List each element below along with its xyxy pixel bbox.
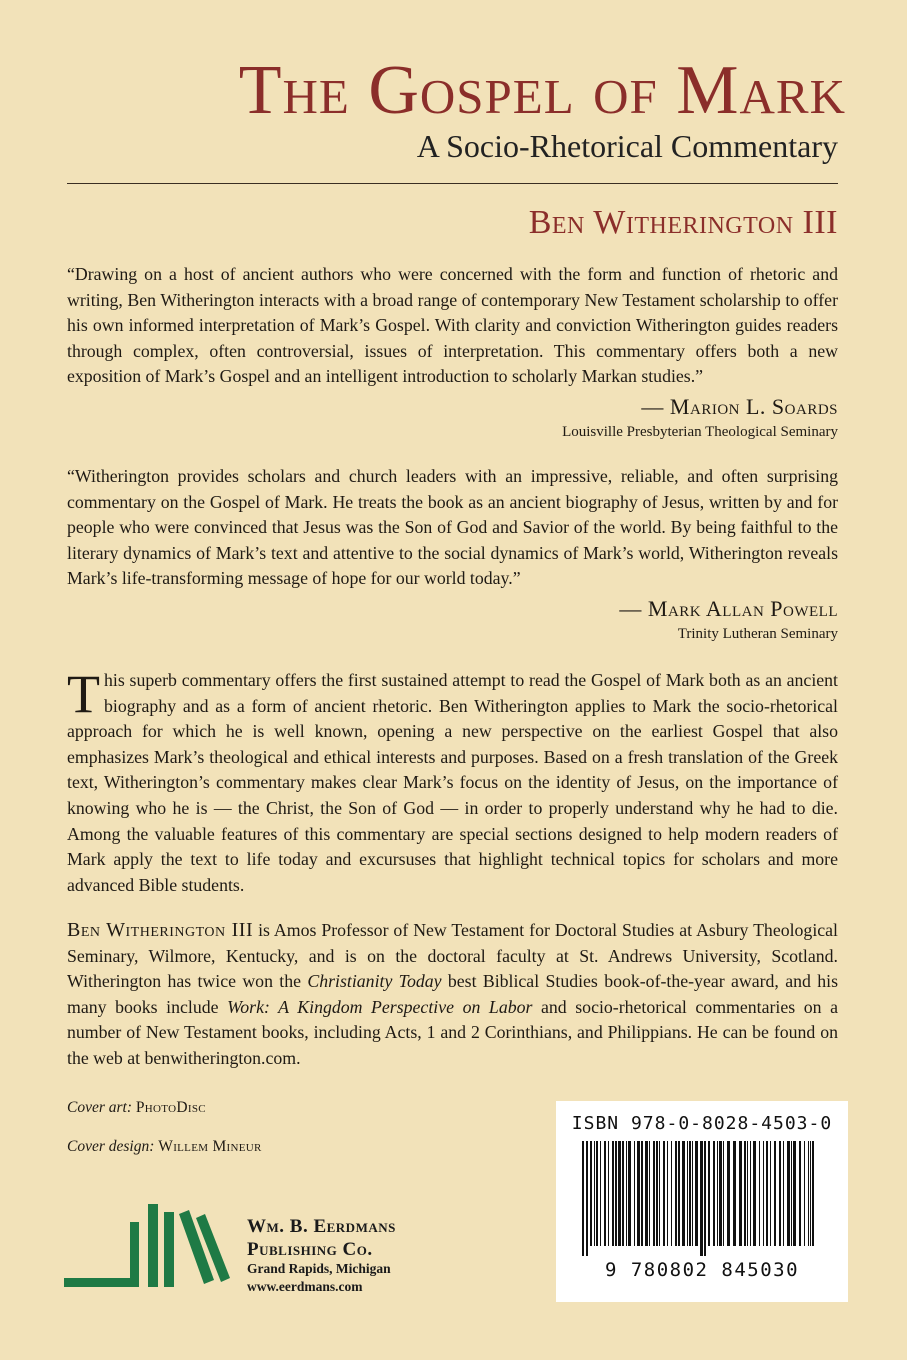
book-author: Ben Witherington III (528, 204, 838, 241)
publisher-website[interactable]: www.eerdmans.com (247, 1279, 363, 1294)
bio-text-2: best Biblical Studies book-of-the-year award, and his many books include (67, 971, 838, 1017)
barcode-bar (727, 1141, 730, 1246)
publisher-name-line1: Wm. B. Eerdmans (247, 1216, 396, 1237)
barcode-bar (804, 1141, 805, 1246)
publisher-name-line2: Publishing Co. (247, 1239, 373, 1260)
isbn-label: ISBN 978-0-8028-4503-0 (571, 1113, 833, 1134)
barcode-bars (582, 1141, 822, 1256)
barcode-bar (750, 1141, 751, 1246)
barcode-bar (739, 1141, 742, 1246)
barcode-bar (622, 1141, 624, 1246)
barcode-bar (649, 1141, 650, 1246)
barcode-bar (637, 1141, 640, 1246)
publisher-city: Grand Rapids, Michigan (247, 1261, 391, 1276)
barcode-bar (708, 1141, 710, 1246)
barcode-bar (700, 1141, 703, 1256)
barcode-bar (689, 1141, 691, 1246)
book-subtitle: A Socio-Rhetorical Commentary (416, 128, 838, 164)
bio-text-1: is Amos Professor of New Testament for Doctoral Studies at Asbury Theological Seminary, Wilmore, Kentucky, and is on the doctoral faculty at St. Andrews University, Scotland. Witherington has twice won the (67, 920, 838, 992)
barcode-bar (678, 1141, 680, 1246)
barcode-bar (753, 1141, 756, 1246)
eerdmans-logo-icon (64, 1200, 234, 1292)
barcode-bar (590, 1141, 592, 1246)
barcode-bar (675, 1141, 677, 1246)
barcode-bar (783, 1141, 784, 1246)
endorsement-2-institution: Trinity Lutheran Seminary (677, 626, 838, 642)
cover-art-value: PhotoDisc (135, 1099, 206, 1116)
barcode-bar (671, 1141, 672, 1246)
barcode-bar (667, 1141, 668, 1246)
barcode-bar (779, 1141, 781, 1246)
barcode-bar (586, 1141, 588, 1256)
barcode-bar (663, 1141, 665, 1246)
barcode-bar (713, 1141, 715, 1246)
barcode-bar (656, 1141, 658, 1246)
barcode-bar (799, 1141, 801, 1246)
barcode-bar (608, 1141, 609, 1246)
barcode-bar (634, 1141, 635, 1246)
isbn-barcode (556, 1101, 848, 1302)
barcode-bar (791, 1141, 792, 1246)
book-title: The Gospel of Mark (238, 52, 846, 129)
barcode-bar (793, 1141, 796, 1246)
endorsement-2-text: “Witherington provides scholars and church leaders with an impressive, reliable, and often surprising commentary on the Gospel of Mark. He treats the book as an ancient biography of Jesus, written by and for people who were convinced that Jesus was the Son of God and Savior of the world. By being faithful to the literary dynamics of Mark’s text and attentive to the social dynamics of Mark’s world, Witherington reveals Mark’s life-transforming message of hope for our world today.” (67, 466, 838, 589)
barcode-bar (582, 1141, 584, 1256)
bio-text-3: and socio-rhetorical commentaries on a number of New Testament books, including Acts, 1 and 2 Corinthians, and Philippians. He can be found on the web at benwitherington.com. (67, 996, 838, 1068)
endorsement-1-text: “Drawing on a host of ancient authors who were concerned with the form and function of rhetoric and writing, Ben Witherington interacts with a broad range of contemporary New Testament scholarship to offer his own informed interpretation of Mark’s Gospel. With clarity and conviction Witherington guides readers through complex, often controversial, issues of interpretation. This commentary offers both a new exposition of Mark’s Gospel and an intelligent introduction to scholarly Markan studies.” (67, 264, 838, 387)
endorsement-2-name: — Mark Allan Powell (619, 596, 838, 621)
barcode-bar (810, 1141, 811, 1246)
barcode-bar (596, 1141, 598, 1246)
barcode-bar (615, 1141, 617, 1246)
barcode-bar (733, 1141, 736, 1246)
barcode-bar (600, 1141, 601, 1246)
title-rule (67, 183, 838, 184)
bio-author-name: Ben Witherington III (67, 919, 254, 941)
barcode-bar (787, 1141, 790, 1246)
barcode-bar (692, 1141, 693, 1246)
barcode-bar (612, 1141, 614, 1246)
cover-art-label: Cover art: (67, 1099, 133, 1116)
barcode-bar (618, 1141, 621, 1246)
barcode-bar (626, 1141, 627, 1246)
barcode-digits: 9 780802 845030 (604, 1259, 800, 1281)
bio-italic-1: Christianity Today (307, 971, 442, 992)
barcode-bar (641, 1141, 643, 1246)
endorsement-1-name: — Marion L. Soards (641, 394, 838, 419)
cover-design-value: Willem Mineur (158, 1138, 262, 1155)
description-dropcap: T (67, 664, 100, 724)
barcode-bar (763, 1141, 764, 1246)
barcode-bar (759, 1141, 760, 1246)
barcode-bar (604, 1141, 606, 1246)
barcode-bar (704, 1141, 706, 1256)
barcode-bar (808, 1141, 809, 1246)
barcode-bar (774, 1141, 776, 1246)
endorsement-1-institution: Louisville Presbyterian Theological Seminary (562, 424, 838, 440)
barcode-bar (747, 1141, 748, 1246)
barcode-bar (744, 1141, 746, 1246)
barcode-bar (695, 1141, 698, 1246)
barcode-bar (719, 1141, 722, 1246)
barcode-bar (653, 1141, 655, 1246)
barcode-bar (628, 1141, 631, 1246)
barcode-bar (717, 1141, 718, 1246)
barcode-bar (812, 1141, 814, 1246)
cover-art-credit (67, 1100, 206, 1116)
barcode-bar (723, 1141, 724, 1246)
bio-italic-2: Work: A Kingdom Perspective on Labor (227, 996, 533, 1017)
description-text: his superb commentary offers the first sustained attempt to read the Gospel of Mark both as an ancient biography and as a form of ancient rhetoric. Ben Witherington applies to Mark the socio-rhetorical approach for which he is well known, opening a new perspective on the earliest Gospel that also emphasizes Mark’s theological and ethical interests and purposes. Based on a fresh translation of the Greek text, Witherington’s commentary makes clear Mark’s focus on the identity of Jesus, on the importance of knowing who he is — the Christ, the Son of God — in order to properly understand why he had to die. Among the valuable features of this commentary are special sections designed to help modern readers of Mark apply the text to life today and excursuses that highlight technical topics for scholars and more advanced Bible students. (67, 670, 838, 895)
book-description (67, 664, 838, 898)
barcode-bar (766, 1141, 768, 1246)
barcode-bar (645, 1141, 648, 1246)
barcode-bar (682, 1141, 685, 1246)
barcode-bar (687, 1141, 688, 1246)
author-bio (67, 918, 838, 1072)
cover-design-credit (67, 1139, 262, 1155)
barcode-bar (594, 1141, 595, 1246)
barcode-bar (659, 1141, 660, 1246)
cover-design-label: Cover design: (67, 1138, 155, 1155)
barcode-bar (770, 1141, 771, 1246)
